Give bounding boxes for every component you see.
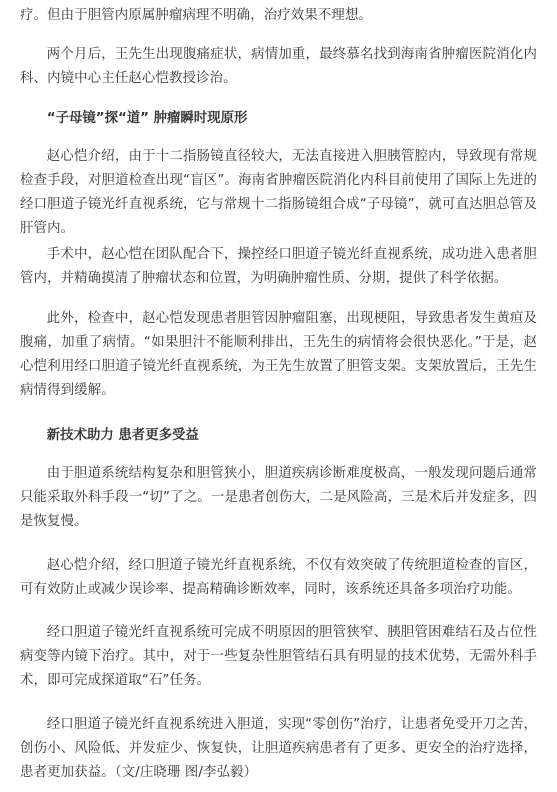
paragraph-patient-history: 两个月后，王先生出现腹痛症状，病情加重，最终慕名找到海南省肿瘤医院消化内科、内镜中心主任赵心恺教授诊治。 — [20, 47, 537, 86]
paragraph-continuation: 疗。但由于胆管内原属肿瘤病理不明确，治疗效果不理想。 — [20, 8, 373, 23]
paragraph-treatments: 经口胆道子镜光纤直视系统可完成不明原因的胆管狭窄、胰胆管困难结石及占位性病变等内镜下治疗。其中，对于一些复杂性胆管结石具有明显的技术优势，无需外科手术，即可完成探道取“石”任务。 — [20, 625, 537, 688]
paragraph-difficulty: 由于胆道系统结构复杂和胆管狭小，胆道疾病诊断难度极高，一般发现问题后通常只能采取外科手段一“切”了之。一是患者创伤大，二是风险高，三是术后并发症多，四是恢复慢。 — [20, 466, 537, 529]
paragraph-benefits: 赵心恺介绍，经口胆道子镜光纤直视系统，不仅有效突破了传统胆道检查的盲区，可有效防止或减少误诊率、提高精确诊断效率，同时，该系统还具备多项治疗功能。 — [20, 558, 537, 597]
paragraph-surgery: 手术中，赵心恺在团队配合下，操控经口胆道子镜光纤直视系统，成功进入患者胆管内，并精确摸清了肿瘤状态和位置，为明确肿瘤性质、分期，提供了科学依据。 — [20, 247, 537, 286]
paragraph-endoscope-intro: 赵心恺介绍，由于十二指肠镜直径较大，无法直接进入胆胰管腔内，导致现有常规检查手段，对胆道检查出现“盲区”。海南省肿瘤医院消化内科目前使用了国际上先进的经口胆道子镜光纤直视系统，它与常规十二指肠镜组合成“子母镜”，就可直达胆总管及肝管内。 — [20, 149, 537, 236]
paragraph-conclusion: 经口胆道子镜光纤直视系统进入胆道，实现“零创伤”治疗，让患者免受开刀之苦，创伤小、风险低、并发症少、恢复快，让胆道疾病患者有了更多、更安全的治疗选择，患者更加获益。（文/庄晓珊 图/李弘毅） — [20, 717, 537, 780]
section-heading-endoscope: “子母镜”探“道” 肿瘤瞬时现原形 — [46, 111, 248, 126]
paragraph-stent: 此外，检查中，赵心恺发现患者胆管因肿瘤阻塞，出现梗阻，导致患者发生黄疸及腹痛，加重了病情。“如果胆汁不能顺利排出，王先生的病情将会很快恶化。”于是，赵心恺利用经口胆道子镜光纤直视系统，为王先生放置了胆管支架。支架放置后，王先生病情得到缓解。 — [20, 311, 537, 398]
section-heading-new-tech: 新技术助力 患者更多受益 — [46, 428, 199, 443]
